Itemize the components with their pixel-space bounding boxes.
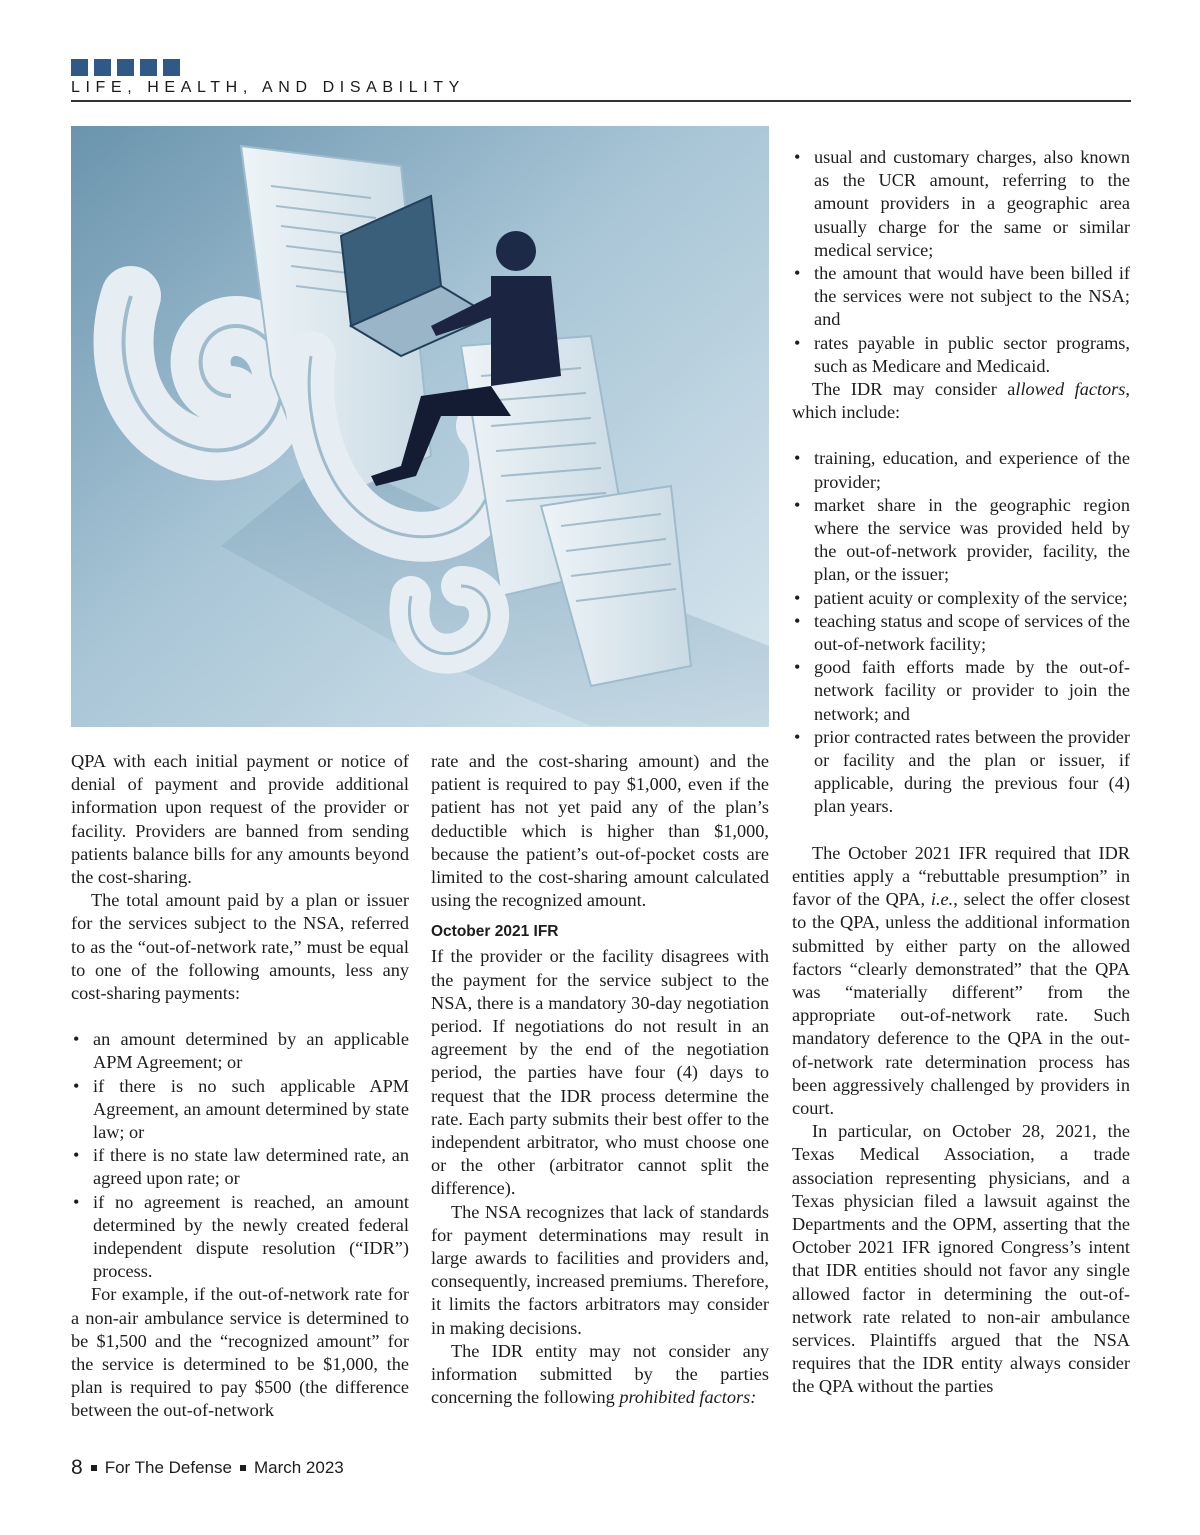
marker-square <box>71 59 88 76</box>
list-item: • if no agreement is reached, an amount determined by the newly created federal independent dispute resolution (“IDR”) process. <box>71 1191 409 1284</box>
bullet-list <box>71 1028 409 1283</box>
separator-dot <box>240 1465 246 1471</box>
paragraph: In particular, on October 28, 2021, the Texas Medical Association, a trade association representing physicians, and a Texas physician filed a lawsuit against the Departments and the OPM, asserting that the October 2021 IFR ignored Congress’s intent that IDR entities should not favor any single allowed factor in determining the out-of-network rate related to non-air ambulance services. Plaintiffs argued that the NSA requires that the IDR entity always consider the QPA without the parties <box>792 1121 1130 1397</box>
paper-scrolls-illustration <box>71 126 769 727</box>
list-item: • training, education, and experience of the provider; <box>792 447 1130 493</box>
paragraph <box>431 1340 769 1410</box>
list-item: • market share in the geographic region where the service was provided held by the out-of-network provider, facility, the plan, or the issuer; <box>792 494 1130 587</box>
text-span: , select the offer closest to the QPA, unless the additional information submitted by either party on the allowed factors “clearly demonstrated” that the QPA was “materially different” from the appropriate out-of-network rate. Such mandatory deference to the QPA in the out-of-network rate determination process has been aggressively challenged by providers in court. <box>792 889 1130 1118</box>
paragraph <box>792 842 1130 1120</box>
bullet-list <box>792 447 1130 818</box>
text-span: , which include: <box>792 379 1130 423</box>
list-item: • teaching status and scope of services of the out-of-network facility; <box>792 610 1130 656</box>
list-item: • usual and customary charges, also known as the UCR amount, referring to the amount providers in a geographic area usually charge for the same or similar medical service; <box>792 146 1130 262</box>
paragraph: If the provider or the facility disagrees with the payment for the service subject to the NSA, there is a mandatory 30-day negotiation period. If negotiations do not result in an agreement by the end of the negotiation period, the parties have four (4) days to request that the IDR process determine the rate. Each party submits their best offer to the independent arbitrator, who must choose one or the other (arbitrator cannot split the difference). <box>431 946 769 1199</box>
separator-dot <box>91 1465 97 1471</box>
emphasis-text: prohibited factors: <box>619 1387 757 1408</box>
section-marker-squares <box>71 59 180 76</box>
list-item: • if there is no such applicable APM Agreement, an amount determined by state law; or <box>71 1075 409 1145</box>
paragraph: For example, if the out-of-network rate for a non-air ambulance service is determined to be $1,500 and the “recognized amount” for the service is determined to be $1,000, the plan is required to pay $500 (the difference between the out-of-network <box>71 1284 409 1421</box>
text-column-2 <box>431 750 769 1409</box>
text-span: The IDR may consider a <box>812 379 1016 400</box>
marker-square <box>117 59 134 76</box>
text-span: The October 2021 IFR required that IDR entities apply a “rebuttable presumption” in favor of the QPA, <box>792 842 1130 910</box>
emphasis-text: llowed factors <box>1015 379 1126 400</box>
paragraph: The NSA recognizes that lack of standards for payment determinations may result in large awards to facilities and providers and, consequently, increased premiums. Therefore, it limits the factors arbitrators may consider in making decisions. <box>431 1201 769 1338</box>
list-item: • an amount determined by an applicable APM Agreement; or <box>71 1028 409 1074</box>
list-item: • patient acuity or complexity of the service; <box>792 587 1130 610</box>
text-span: The IDR entity may not consider any information submitted by the parties concerning the following <box>431 1340 769 1408</box>
publication-name: For The Defense <box>104 1458 232 1477</box>
list-item: • the amount that would have been billed if the services were not subject to the NSA; and <box>792 262 1130 332</box>
marker-square <box>94 59 111 76</box>
list-item: • if there is no state law determined rate, an agreed upon rate; or <box>71 1144 409 1190</box>
header-rule <box>71 100 1131 102</box>
issue-date: March 2023 <box>253 1458 344 1477</box>
bullet-list <box>792 146 1130 378</box>
paragraph: The total amount paid by a plan or issuer for the services subject to the NSA, referred to as the “out-of-network rate,” must be equal to one of the following amounts, less any cost-sharing payments: <box>71 890 409 1004</box>
list-item: • rates payable in public sector programs, such as Medicare and Medicaid. <box>792 332 1130 378</box>
page-number: 8 <box>71 1456 83 1479</box>
marker-square <box>163 59 180 76</box>
paragraph: QPA with each initial payment or notice of denial of payment and provide additional information upon request of the provider or facility. Providers are banned from sending patients balance bills for any amounts beyond the cost-sharing. <box>71 751 409 888</box>
page-footer <box>71 1456 344 1480</box>
marker-square <box>140 59 157 76</box>
list-item: • good faith efforts made by the out-of-network facility or provider to join the network; and <box>792 656 1130 726</box>
subheading: October 2021 IFR <box>431 923 559 941</box>
paragraph <box>792 378 1130 424</box>
text-column-1 <box>71 750 409 1423</box>
text-column-3 <box>792 146 1130 1399</box>
paragraph: rate and the cost-sharing amount) and the patient is required to pay $1,000, even if the patient has not yet paid any of the plan’s deductible which is higher than $1,000, because the patient’s out-of-pocket costs are limited to the cost-sharing amount calculated using the recognized amount. <box>431 751 769 911</box>
emphasis-text: i.e. <box>930 889 954 910</box>
section-title: LIFE, HEALTH, AND DISABILITY <box>71 79 465 96</box>
list-item: • prior contracted rates between the provider or facility and the plan or issuer, if applicable, during the previous four (4) plan years. <box>792 726 1130 819</box>
